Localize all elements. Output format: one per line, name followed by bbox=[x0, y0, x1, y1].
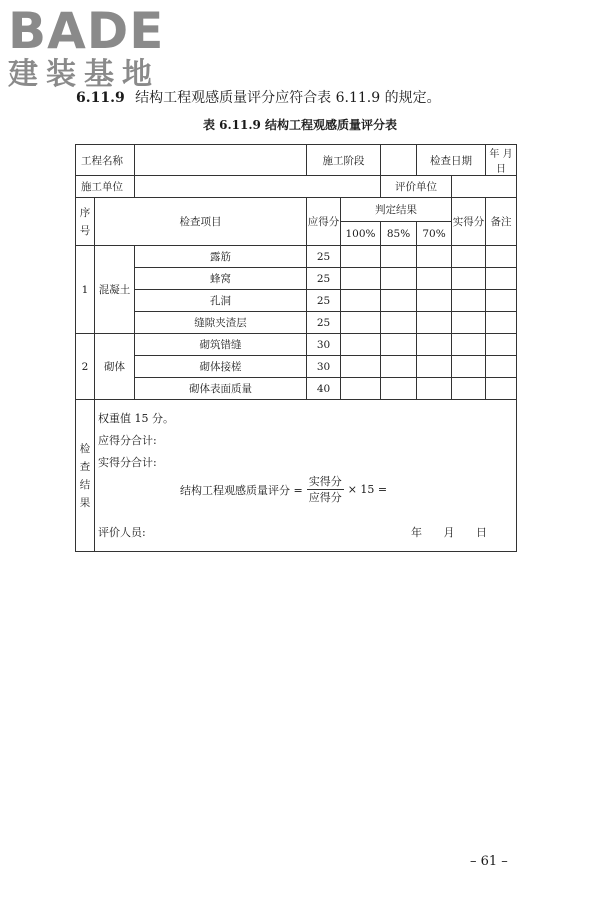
table-row bbox=[76, 290, 517, 312]
blank-cell bbox=[452, 334, 486, 356]
blank-cell bbox=[452, 290, 486, 312]
item-name: 露筋 bbox=[135, 246, 307, 268]
actual-total-text: 实得分合计: bbox=[98, 456, 157, 469]
item-name: 蜂窝 bbox=[135, 268, 307, 290]
group-seq: 1 bbox=[76, 246, 95, 334]
result-label: 检查结果 bbox=[76, 400, 95, 552]
eval-unit-value bbox=[452, 176, 517, 198]
seq-header: 序号 bbox=[76, 198, 95, 246]
formula-denominator: 应得分 bbox=[308, 491, 342, 504]
blank-cell bbox=[381, 290, 417, 312]
pct-70-header: 70% bbox=[417, 222, 452, 246]
score-formula bbox=[180, 474, 387, 505]
blank-cell bbox=[341, 312, 381, 334]
blank-cell bbox=[486, 378, 517, 400]
blank-cell bbox=[417, 334, 452, 356]
formula-multiplier: × 15 = bbox=[347, 483, 388, 496]
unit-value bbox=[135, 176, 381, 198]
item-score: 25 bbox=[307, 312, 341, 334]
blank-cell bbox=[341, 334, 381, 356]
result-row bbox=[76, 400, 517, 552]
watermark-subtitle: 建装基地 bbox=[8, 57, 160, 92]
blank-cell bbox=[486, 312, 517, 334]
blank-cell bbox=[381, 356, 417, 378]
column-header-row-1 bbox=[76, 198, 517, 222]
due-total-text: 应得分合计: bbox=[98, 434, 157, 447]
item-name: 缝隙夹渣层 bbox=[135, 312, 307, 334]
result-date: 年 月 日 bbox=[411, 526, 487, 539]
blank-cell bbox=[452, 268, 486, 290]
clause-text bbox=[76, 88, 536, 108]
blank-cell bbox=[341, 356, 381, 378]
blank-cell bbox=[486, 334, 517, 356]
watermark-logo bbox=[8, 4, 198, 92]
blank-cell bbox=[417, 290, 452, 312]
item-score: 40 bbox=[307, 378, 341, 400]
item-score: 30 bbox=[307, 356, 341, 378]
item-score: 25 bbox=[307, 268, 341, 290]
quality-score-table bbox=[75, 144, 517, 552]
blank-cell bbox=[417, 312, 452, 334]
watermark-brand: BADE bbox=[8, 2, 165, 60]
blank-cell bbox=[341, 378, 381, 400]
table-title: 表 6.11.9 结构工程观感质量评分表 bbox=[202, 118, 398, 132]
eval-unit-label: 评价单位 bbox=[381, 176, 452, 198]
item-name: 砌体接槎 bbox=[135, 356, 307, 378]
blank-cell bbox=[486, 268, 517, 290]
item-score: 25 bbox=[307, 290, 341, 312]
check-date-label: 检查日期 bbox=[417, 145, 486, 176]
blank-cell bbox=[381, 246, 417, 268]
pct-85-header: 85% bbox=[381, 222, 417, 246]
item-score: 30 bbox=[307, 334, 341, 356]
blank-cell bbox=[417, 268, 452, 290]
project-name-label: 工程名称 bbox=[76, 145, 135, 176]
remarks-header: 备注 bbox=[486, 198, 517, 246]
blank-cell bbox=[486, 290, 517, 312]
table-row bbox=[76, 312, 517, 334]
actual-score-header: 实得分 bbox=[452, 198, 486, 246]
formula-fraction bbox=[307, 474, 344, 505]
formula-numerator: 实得分 bbox=[308, 475, 342, 488]
header-row-unit bbox=[76, 176, 517, 198]
unit-label: 施工单位 bbox=[76, 176, 135, 198]
item-header: 检查项目 bbox=[95, 198, 307, 246]
evaluator-text: 评价人员: bbox=[98, 526, 146, 539]
blank-cell bbox=[381, 378, 417, 400]
item-name: 孔洞 bbox=[135, 290, 307, 312]
weight-text: 权重值 15 分。 bbox=[98, 412, 174, 425]
stage-value bbox=[381, 145, 417, 176]
judgment-header: 判定结果 bbox=[341, 198, 452, 222]
blank-cell bbox=[486, 356, 517, 378]
header-row-project bbox=[76, 145, 517, 176]
blank-cell bbox=[452, 356, 486, 378]
blank-cell bbox=[417, 378, 452, 400]
table-row bbox=[76, 378, 517, 400]
blank-cell bbox=[452, 246, 486, 268]
blank-cell bbox=[381, 312, 417, 334]
blank-cell bbox=[417, 246, 452, 268]
blank-cell bbox=[341, 246, 381, 268]
stage-label: 施工阶段 bbox=[307, 145, 381, 176]
group-seq: 2 bbox=[76, 334, 95, 400]
blank-cell bbox=[341, 290, 381, 312]
result-body bbox=[95, 400, 517, 552]
clause-body: 结构工程观感质量评分应符合表 6.11.9 的规定。 bbox=[135, 90, 441, 106]
check-date-value: 年 月 日 bbox=[486, 145, 517, 176]
blank-cell bbox=[452, 378, 486, 400]
blank-cell bbox=[381, 334, 417, 356]
table-row bbox=[76, 356, 517, 378]
project-name-value bbox=[135, 145, 307, 176]
blank-cell bbox=[452, 312, 486, 334]
due-score-header: 应得分 bbox=[307, 198, 341, 246]
page-number: – 61 – bbox=[470, 854, 508, 869]
table-row bbox=[76, 334, 517, 356]
clause-number: 6.11.9 bbox=[76, 90, 125, 106]
formula-label: 结构工程观感质量评分 = bbox=[180, 483, 303, 497]
item-name: 砌筑错缝 bbox=[135, 334, 307, 356]
group-category: 混凝土 bbox=[95, 246, 135, 334]
blank-cell bbox=[381, 268, 417, 290]
table-row bbox=[76, 268, 517, 290]
pct-100-header: 100% bbox=[341, 222, 381, 246]
item-name: 砌体表面质量 bbox=[135, 378, 307, 400]
group-category: 砌体 bbox=[95, 334, 135, 400]
blank-cell bbox=[417, 356, 452, 378]
blank-cell bbox=[341, 268, 381, 290]
item-score: 25 bbox=[307, 246, 341, 268]
table-row bbox=[76, 246, 517, 268]
blank-cell bbox=[486, 246, 517, 268]
